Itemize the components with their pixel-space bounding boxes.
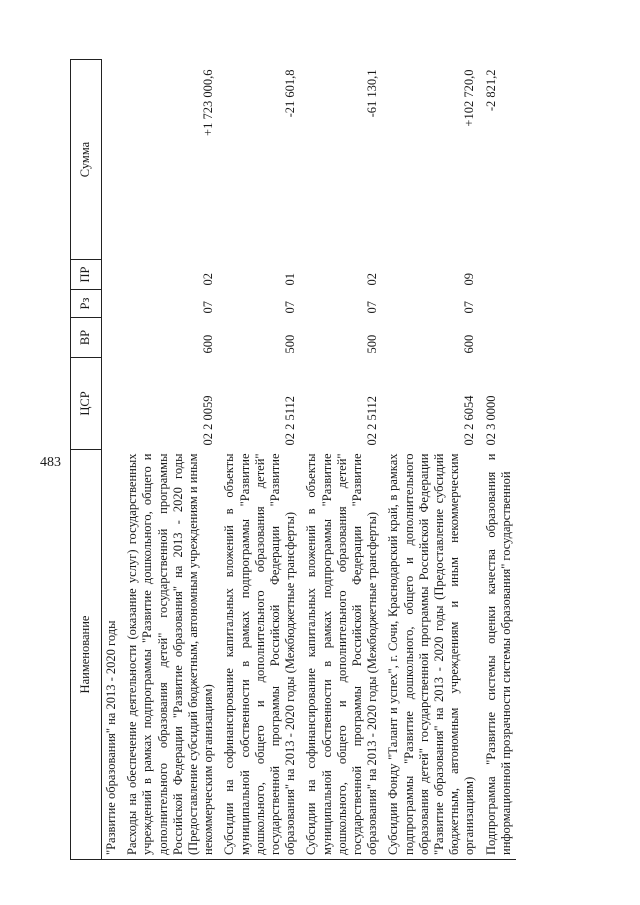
section-heading: "Развитие образования" на 2013 - 2020 годы [102,450,122,860]
row-name: Расходы на обеспечение деятельности (оказание услуг) государственных учреждений в рамках подпрограммы "Развитие дошкольного, общего и дополнительного образования детей" государственной программы Российской Федерации "Развитие образования" на 2013 - 2020 годы (Предоставление субсидий бюджетным, автономным учреждениям и иным некоммерческим организациям) [121,450,218,860]
row-name: Субсидии на софинансирование капитальных вложений в объекты муниципальной собственности в рамках подпрограммы "Развитие дошкольного, общего и дополнительного образования детей" государственной программы Российской Федерации "Развитие образования" на 2013 - 2020 годы (Межбюджетные трансферты) [300,450,382,860]
row-name: Субсидии на софинансирование капитальных вложений в объекты муниципальной собственности в рамках подпрограммы "Развитие дошкольного, общего и дополнительного образования детей" государственной программы Российской Федерации "Развитие образования" на 2013 - 2020 годы (Межбюджетные трансферты) [218,450,300,860]
row-pr: 02 [365,273,380,286]
row-pr: 01 [283,273,298,286]
row-pr: 09 [462,273,477,286]
header-vr: ВР [71,318,102,358]
row-csr: 02 2 5112 [283,395,298,446]
header-csr: ЦСР [71,358,102,450]
header-name: Наименование [71,450,102,860]
row-name: Субсидии Фонду "Талант и успех", г. Сочи, Краснодарский край, в рамках подпрограммы "Развитие дошкольного, общего и дополнительного образования детей" государственной программы Российской Федерации "Развитие образования" на 2013 - 2020 годы (Предоставление субсидий бюджетным, автономным учреждениям и иным некоммерческим организациям) [382,450,479,860]
row-sum: -2 821,2 [483,69,498,112]
row-csr: 02 2 0059 [201,395,216,446]
header-sum: Сумма [71,60,102,260]
row-rz: 07 [365,301,380,314]
row-pr [480,260,516,290]
section-heading-row [102,60,122,860]
row-csr: 02 2 6054 [462,395,477,446]
header-pr: ПР [71,260,102,290]
row-vr: 600 [462,334,477,354]
budget-table [70,59,516,860]
row-sum: -21 601,8 [283,69,298,118]
table-row [121,60,218,860]
row-vr: 500 [365,334,380,354]
page-number: 483 [40,455,61,470]
table-row [382,60,479,860]
row-csr: 02 3 0000 [483,395,498,446]
row-name: Подпрограмма "Развитие системы оценки качества образования и информационной прозрачности системы образования" государственной [480,450,516,860]
row-csr: 02 2 5112 [365,395,380,446]
rotated-table-page [70,60,610,860]
table-row [300,60,382,860]
row-vr: 500 [283,334,298,354]
row-sum: +102 720,0 [462,69,477,127]
header-rz: Рз [71,290,102,318]
table-row [218,60,300,860]
table-header-row [71,60,102,860]
row-rz: 07 [462,301,477,314]
row-vr [480,318,516,358]
row-sum: -61 130,1 [365,69,380,118]
row-rz: 07 [201,301,216,314]
row-sum: +1 723 000,6 [201,69,216,136]
table-row [480,60,516,860]
row-pr: 02 [201,273,216,286]
row-vr: 600 [201,334,216,354]
row-rz [480,290,516,318]
row-rz: 07 [283,301,298,314]
